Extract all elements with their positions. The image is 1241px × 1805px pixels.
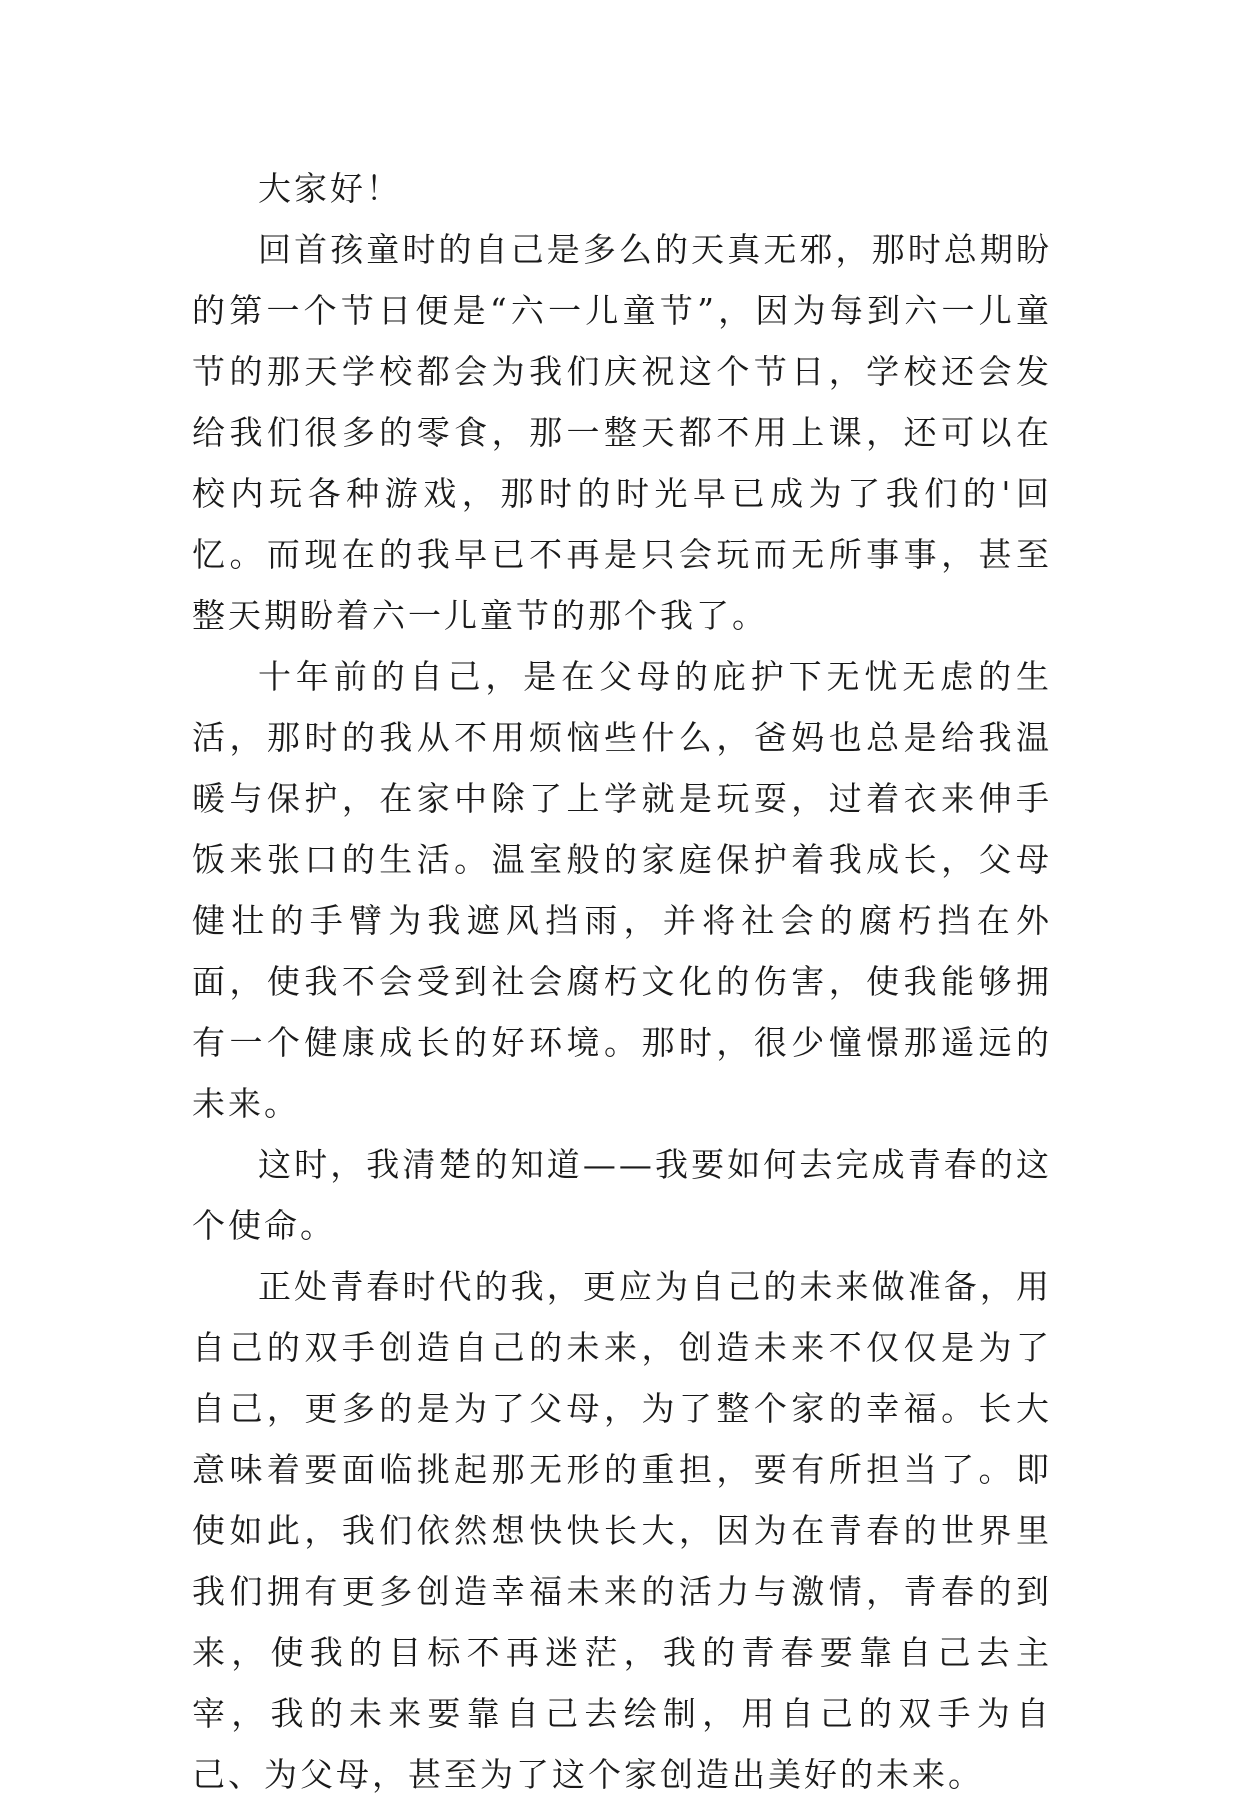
paragraph-youth: 正处青春时代的我，更应为自己的未来做准备，用自己的双手创造自己的未来，创造未来不仅仅是为了自己，更多的是为了父母，为了整个家的幸福。长大意味着要面临挑起那无形的重担，要有所担当了。即使如此，我们依然想快快长大，因为在青春的世界里我们拥有更多创造幸福未来的活力与激情，青春的到来，使我的目标不再迷茫，我的青春要靠自己去主宰，我的未来要靠自己去绘制，用自己的双手为自己、为父母，甚至为了这个家创造出美好的未来。 (192, 1267, 1052, 1794)
document-page (192, 158, 1052, 1805)
paragraph-childhood: 回首孩童时的自己是多么的天真无邪，那时总期盼的第一个节日便是“六一儿童节”，因为每到六一儿童节的那天学校都会为我们庆祝这个节日，学校还会发给我们很多的零食，那一整天都不用上课，还可以在校内玩各种游戏，那时的时光早已成为了我们的'回忆。而现在的我早已不再是只会玩而无所事事，甚至整天期盼着六一儿童节的那个我了。 (192, 230, 1052, 635)
paragraph-mission: 这时，我清楚的知道——我要如何去完成青春的这个使命。 (192, 1145, 1052, 1245)
paragraph-ten-years-ago: 十年前的自己，是在父母的庇护下无忧无虑的生活，那时的我从不用烦恼些什么，爸妈也总是给我温暖与保护，在家中除了上学就是玩耍，过着衣来伸手饭来张口的生活。温室般的家庭保护着我成长，父母健壮的手臂为我遮风挡雨，并将社会的腐朽挡在外面，使我不会受到社会腐朽文化的伤害，使我能够拥有一个健康成长的好环境。那时，很少憧憬那遥远的未来。 (192, 657, 1052, 1123)
paragraph-greeting: 大家好！ (258, 169, 402, 208)
